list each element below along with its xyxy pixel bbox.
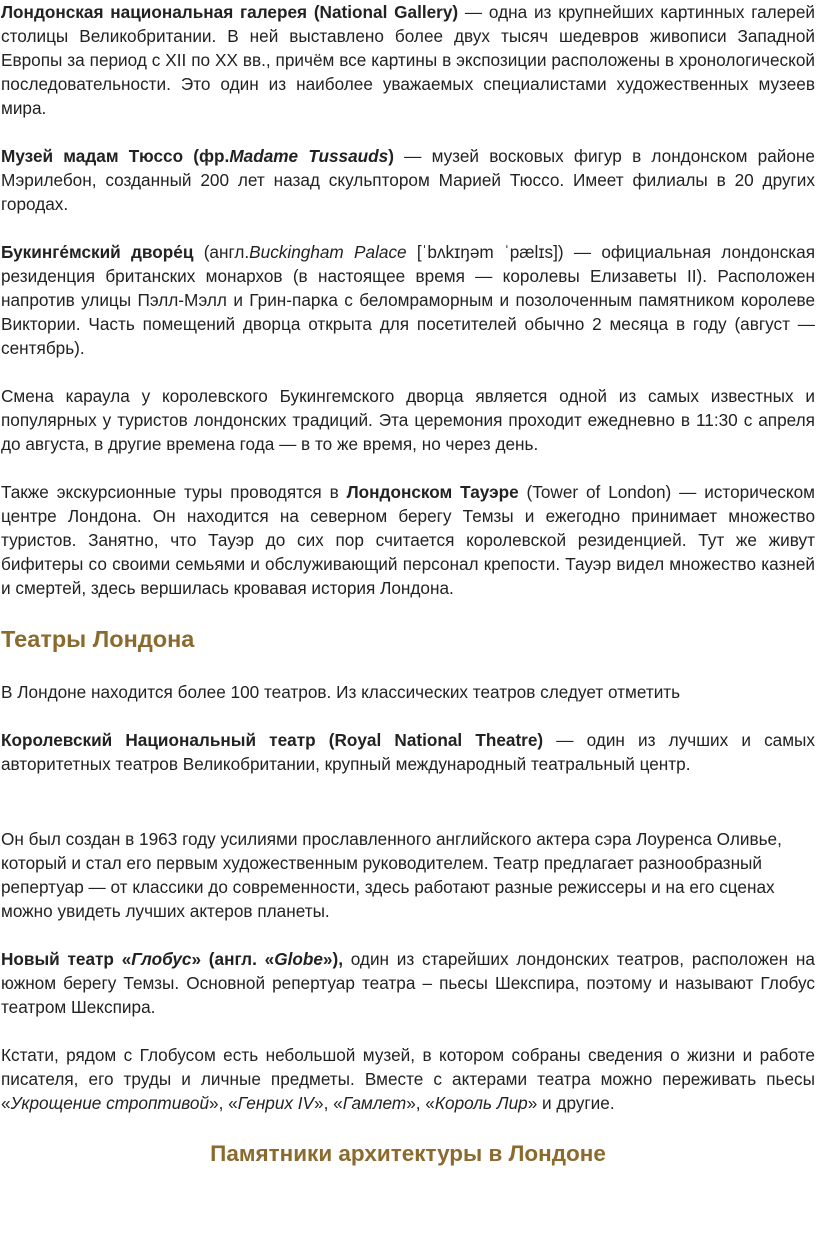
paragraph-tower-of-london: [1, 480, 815, 600]
term-italic: Глобус: [131, 949, 192, 969]
paragraph-text: Также экскурсионные туры проводятся в: [1, 482, 347, 502]
term-tower-of-london: Лондонском Тауэре: [346, 482, 519, 502]
paragraph-text: (англ.: [193, 242, 250, 262]
spacer: [1, 800, 815, 827]
term-part: Музей мадам Тюссо (фр.: [1, 146, 230, 166]
paragraph-text: Кстати, рядом с Глобусом есть небольшой музей, в котором собраны сведения о жизни и работе писателя, его труды и личные предметы. Вместе с актерами театра можно переживать пьесы «: [1, 1045, 815, 1113]
paragraph-national-gallery: [1, 0, 815, 120]
play-title: Король Лир: [434, 1093, 528, 1113]
paragraph-theatre-history: [1, 827, 815, 923]
paragraph-text: », «: [406, 1093, 435, 1113]
paragraph-shakespeare-museum: [1, 1043, 815, 1115]
play-title: Генрих IV: [237, 1093, 315, 1113]
paragraph-text: (Tower of London) — историческом центре Лондона. Он находится на северном берегу Темзы и ежегодно принимает множество туристов. Занятно, что Тауэр до сих пор считается королевской резиденцией. Тут же живут бифитеры со своими семьями и обслуживающий персонал крепости. Тауэр видел множество казней и смертей, здесь вершилась кровавая история Лондона.: [1, 482, 815, 598]
term-part: ): [388, 146, 394, 166]
paragraph-globe-theatre: [1, 947, 815, 1019]
paragraph-text: » и другие.: [527, 1093, 615, 1113]
paragraph-madame-tussauds: [1, 144, 815, 216]
term-part: »),: [322, 949, 343, 969]
term-part: » (англ. «: [191, 949, 275, 969]
paragraph-text: [ˈbʌkɪŋəm ˈpælɪs]) — официальная лондонская резиденция британских монархов (в настоящее время — королевы Елизаветы II). Расположен напротив улицы Пэлл-Мэлл и Грин-парка с беломраморным и позолоченным памятником королеве Виктории. Часть помещений дворца открыта для посетителей обычно 2 месяца в году (август — сентябрь).: [1, 242, 815, 358]
paragraph-changing-guard: [1, 384, 815, 456]
term-italic: Buckingham Palace: [249, 242, 407, 262]
play-title: Укрощение строптивой: [10, 1093, 210, 1113]
term-globe-theatre: [1, 949, 343, 969]
paragraph-text: один из старейших лондонских театров, расположен на южном берегу Темзы. Основной репертуар театра – пьесы Шекспира, поэтому и называют Глобус театром Шекспира.: [1, 949, 815, 1017]
heading-architecture: Памятники архитектуры в Лондоне: [210, 1141, 606, 1166]
paragraph-text: — музей восковых фигур в лондонском районе Мэрилебон, созданный 200 лет назад скульптором Марией Тюссо. Имеет филиалы в 20 других городах.: [1, 146, 815, 214]
term-buckingham-palace: Букинге́мский дворе́ц: [1, 242, 194, 262]
paragraph-theatres-intro: [1, 680, 815, 704]
paragraph-text: — один из лучших и самых авторитетных театров Великобритании, крупный международный театральный центр.: [1, 730, 816, 774]
paragraph-text: », «: [314, 1093, 343, 1113]
paragraph-text: Смена караула у королевского Букингемского дворца является одной из самых известных и популярных у туристов лондонских традиций. Эта церемония проходит ежедневно в 11:30 с апреля до августа, в другие времена года — в то же время, но через день.: [1, 386, 815, 454]
heading-theatres: Театры Лондона: [1, 626, 195, 652]
term-italic: Globe: [274, 949, 323, 969]
paragraph-royal-national-theatre: [1, 728, 815, 776]
term-madame-tussauds: [1, 146, 394, 166]
play-title: Гамлет: [342, 1093, 407, 1113]
term-royal-national-theatre: Королевский Национальный театр (Royal National Theatre): [1, 730, 544, 750]
paragraph-text: В Лондоне находится более 100 театров. Из классических театров следует отметить: [1, 682, 681, 702]
term-part: Новый театр «: [1, 949, 132, 969]
paragraph-text: Он был создан в 1963 году усилиями прославленного английского актера сэра Лоуренса Оливье, который и стал его первым художественным руководителем. Театр предлагает разнообразный репертуар — от классики до современности, здесь работают разные режиссеры и на его сценах можно увидеть лучших актеров планеты.: [1, 829, 782, 921]
term-national-gallery: Лондонская национальная галерея (National Gallery): [1, 2, 459, 22]
paragraph-buckingham-palace: [1, 240, 815, 360]
term-italic: Madame Tussauds: [229, 146, 389, 166]
paragraph-text: », «: [209, 1093, 238, 1113]
paragraph-text: — одна из крупнейших картинных галерей столицы Великобритании. В ней выставлено более двух тысяч шедевров живописи Западной Европы за период с XII по XX вв., причём все картины в экспозиции расположены в хронологической последовательности. Это один из наиболее уважаемых специалистами художественных музеев мира.: [1, 2, 815, 118]
